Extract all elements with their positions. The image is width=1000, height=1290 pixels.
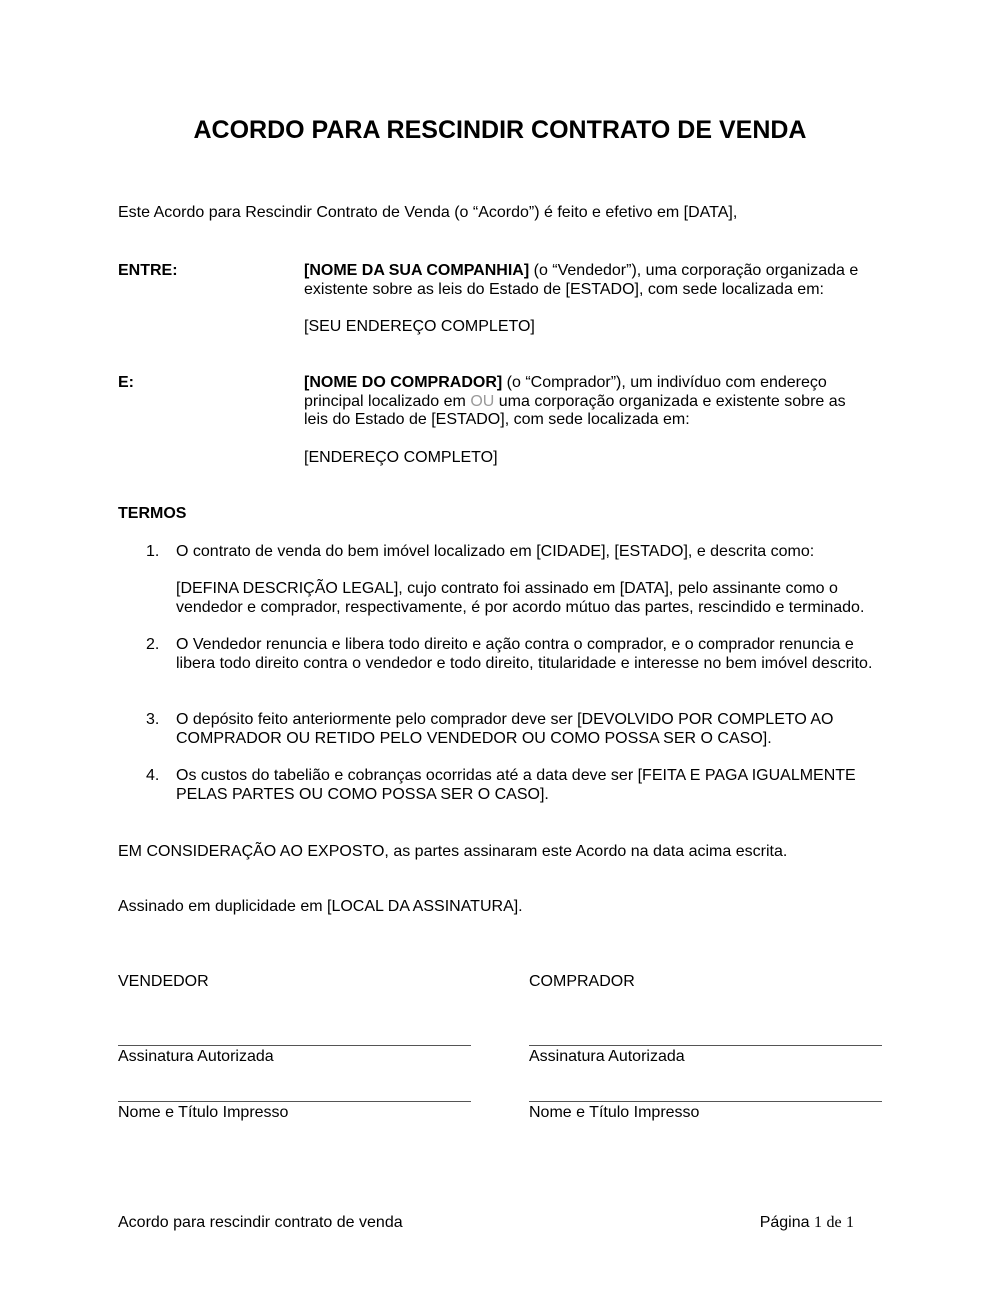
party-label-e: E:	[118, 374, 134, 391]
seller-address: [SEU ENDEREÇO COMPLETO]	[304, 318, 535, 335]
footer-page-number	[760, 1214, 854, 1232]
party-seller-description	[304, 262, 894, 299]
term-number: 4.	[146, 767, 160, 784]
buyer-name-placeholder: [NOME DO COMPRADOR]	[304, 374, 503, 391]
page-label: Página	[759, 1214, 810, 1231]
page-total: 1	[846, 1214, 854, 1231]
seller-printed-name-label: Nome e Título Impresso	[118, 1104, 289, 1121]
seller-signature-heading: VENDEDOR	[118, 973, 209, 990]
buyer-authorized-signature-label: Assinatura Autorizada	[529, 1048, 685, 1065]
term-2-text: O Vendedor renuncia e libera todo direito e ação contra o comprador, e o comprador renuncia e libera todo direito contra o vendedor e todo direito, titularidade e interesse no bem imóvel descrito.	[176, 636, 873, 672]
buyer-description-text-2: uma corporação organizada e existente sobre as leis do Estado de [ESTADO], com sede localizada em:	[304, 392, 846, 428]
term-1-subtext: [DEFINA DESCRIÇÃO LEGAL], cujo contrato foi assinado em [DATA], pelo assinante como o vendedor e comprador, respectivamente, é por acordo mútuo das partes, rescindido e terminado.	[176, 580, 865, 616]
term-1-text: O contrato de venda do bem imóvel localizado em [CIDADE], [ESTADO], e descrita como:	[176, 543, 815, 560]
seller-authorized-signature-label: Assinatura Autorizada	[118, 1048, 274, 1065]
seller-signature-line[interactable]	[118, 1045, 471, 1046]
buyer-printed-name-line[interactable]	[529, 1101, 882, 1102]
party-buyer-description	[304, 374, 874, 430]
seller-name-placeholder: [NOME DA SUA COMPANHIA]	[304, 262, 530, 279]
document-title: ACORDO PARA RESCINDIR CONTRATO DE VENDA	[193, 116, 807, 144]
buyer-signature-heading: COMPRADOR	[529, 973, 635, 990]
term-4-text: Os custos do tabelião e cobranças ocorridas até a data deve ser [FEITA E PAGA IGUALMENTE PELAS PARTES OU COMO POSSA SER O CASO].	[176, 767, 856, 803]
buyer-printed-name-label: Nome e Título Impresso	[529, 1104, 700, 1121]
buyer-signature-line[interactable]	[529, 1045, 882, 1046]
page-current: 1	[813, 1214, 822, 1231]
terms-heading: TERMOS	[118, 505, 187, 522]
signed-place-paragraph: Assinado em duplicidade em [LOCAL DA ASSINATURA].	[118, 898, 523, 915]
seller-description-text: (o “Vendedor”), uma corporação organizada e existente sobre as leis do Estado de [ESTADO], com sede localizada em:	[304, 262, 859, 298]
buyer-description-text-1: (o “Comprador”), um indivíduo com endereço principal localizado em	[304, 374, 827, 410]
consideration-paragraph: EM CONSIDERAÇÃO AO EXPOSTO, as partes assinaram este Acordo na data acima escrita.	[118, 843, 788, 860]
term-3-text: O depósito feito anteriormente pelo comprador deve ser [DEVOLVIDO POR COMPLETO AO COMPRADOR OU RETIDO PELO VENDEDOR OU COMO POSSA SER O CASO].	[176, 711, 834, 747]
term-number: 3.	[146, 711, 160, 728]
term-number: 1.	[146, 543, 160, 560]
intro-paragraph: Este Acordo para Rescindir Contrato de Venda (o “Acordo”) é feito e efetivo em [DATA],	[118, 204, 738, 221]
footer-document-name: Acordo para rescindir contrato de venda	[118, 1214, 403, 1231]
seller-printed-name-line[interactable]	[118, 1101, 471, 1102]
term-number: 2.	[146, 636, 160, 653]
party-label-entre: ENTRE:	[118, 262, 178, 279]
buyer-address: [ENDEREÇO COMPLETO]	[304, 449, 498, 466]
or-word: OU	[470, 392, 495, 410]
page-of: de	[826, 1214, 842, 1231]
